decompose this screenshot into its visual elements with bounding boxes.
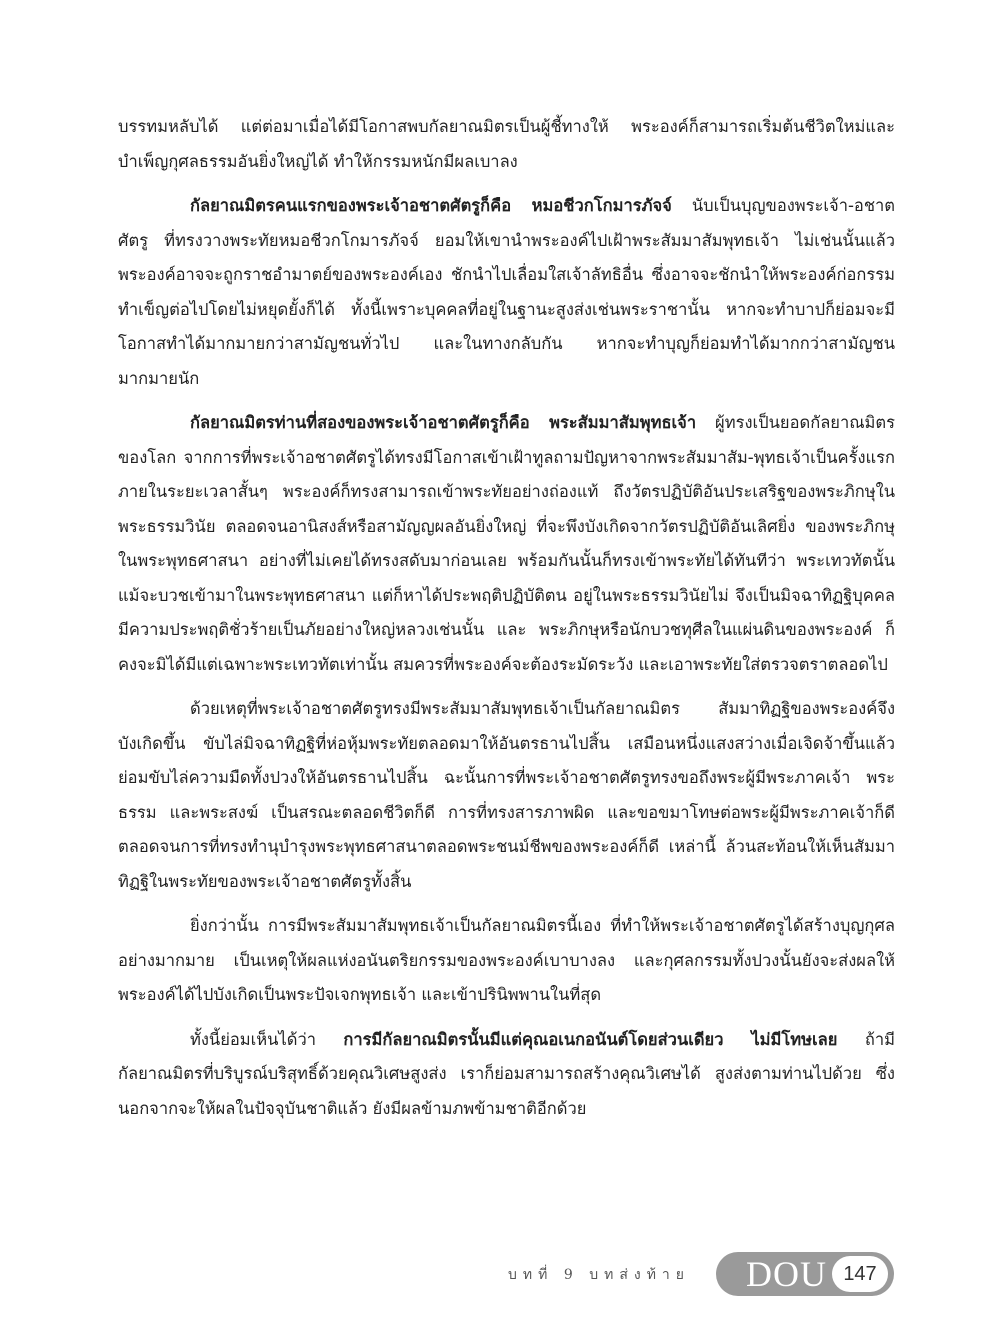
paragraph-4-text: ด้วยเหตุที่พระเจ้าอชาตศัตรูทรงมีพระสัมมาสัมพุทธเจ้าเป็นกัลยาณมิตร สัมมาทิฏฐิของพระองค์จึงบังเกิดขึ้น ขับไล่มิจฉาทิฏฐิที่ห่อหุ้มพระทัยตลอดมาให้อันตรธานไปสิ้น เสมือนหนึ่งแสงสว่างเมื่อเจิดจ้าขึ้นแล้ว ย่อมขับไล่ความมืดทั้งปวงให้อันตรธานไปสิ้น ฉะนั้นการที่พระเจ้าอชาตศัตรูทรงขอถึงพระผู้มีพระภาคเจ้า พระธรรม และพระสงฆ์ เป็นสรณะตลอดชีวิตก็ดี การที่ทรงสารภาพผิด และขอขมาโทษต่อพระผู้มีพระภาคเจ้าก็ดี ตลอดจนการที่ทรงทำนุบำรุงพระพุทธศาสนาตลอดพระชนม์ชีพของพระองค์ก็ดี เหล่านี้ ล้วนสะท้อนให้เห็นสัมมาทิฏฐิในพระทัยของพระเจ้าอชาตศัตรูทั้งสิ้น (118, 699, 895, 891)
paragraph-6 (118, 1023, 895, 1127)
paragraph-2-heading: กัลยาณมิตรคนแรกของพระเจ้าอชาตศัตรูก็คือ หมอชีวกโกมารภัจจ์ (190, 196, 672, 215)
paragraph-1 (118, 110, 895, 179)
paragraph-2 (118, 189, 895, 396)
document-body (118, 110, 895, 1136)
dou-logo: DOU (746, 1254, 827, 1294)
paragraph-5 (118, 909, 895, 1013)
paragraph-3 (118, 406, 895, 682)
paragraph-3-heading: กัลยาณมิตรท่านที่สองของพระเจ้าอชาตศัตรูก็คือ พระสัมมาสัมพุทธเจ้า (190, 413, 697, 432)
paragraph-6-text: ถ้ามีกัลยาณมิตรที่บริบูรณ์บริสุทธิ์ด้วยคุณวิเศษสูงส่ง เราก็ย่อมสามารถสร้างคุณวิเศษได้ สูงส่งตามท่านไปด้วย ซึ่งนอกจากจะให้ผลในปัจจุบันชาติแล้ว ยังมีผลข้ามภพข้ามชาติอีกด้วย (118, 1029, 895, 1118)
paragraph-4 (118, 692, 895, 899)
paragraph-1-text: บรรทมหลับได้ แต่ต่อมาเมื่อได้มีโอกาสพบกัลยาณมิตรเป็นผู้ชี้ทางให้ พระองค์ก็สามารถเริ่มต้นชีวิตใหม่และบำเพ็ญกุศลธรรมอันยิ่งใหญ่ได้ ทำให้กรรมหนักมีผลเบาลง (118, 117, 895, 171)
paragraph-6-emphasis: การมีกัลยาณมิตรนั้นมีแต่คุณอเนกอนันต์โดยส่วนเดียว ไม่มีโทษเลย (343, 1029, 838, 1049)
paragraph-3-text: ผู้ทรงเป็นยอดกัลยาณมิตรของโลก จากการที่พระเจ้าอชาตศัตรูได้ทรงมีโอกาสเข้าเฝ้าทูลถามปัญหาจากพระสัมมาสัม-พุทธเจ้าเป็นครั้งแรก ภายในระยะเวลาสั้นๆ พระองค์ก็ทรงสามารถเข้าพระทัยอย่างถ่องแท้ ถึงวัตรปฏิบัติอันประเสริฐของพระภิกษุในพระธรรมวินัย ตลอดจนอานิสงส์หรือสามัญญผลอันยิ่งใหญ่ ที่จะพึงบังเกิดจากวัตรปฏิบัติอันเลิศยิ่ง ของพระภิกษุในพระพุทธศาสนา อย่างที่ไม่เคยได้ทรงสดับมาก่อนเลย พร้อมกันนั้นก็ทรงเข้าพระทัยได้ทันทีว่า พระเทวทัตนั้นแม้จะบวชเข้ามาในพระพุทธศาสนา แต่ก็หาได้ประพฤติปฏิบัติตน อยู่ในพระธรรมวินัยไม่ จึงเป็นมิจฉาทิฏฐิบุคคล มีความประพฤติชั่วร้ายเป็นภัยอย่างใหญ่หลวงเช่นนั้น และ พระภิกษุหรือนักบวชทุศีลในแผ่นดินของพระองค์ ก็คงจะมิได้มีแต่เฉพาะพระเทวทัตเท่านั้น สมควรที่พระองค์จะต้องระมัดระวัง และเอาพระทัยใส่ตรวจตราตลอดไป (118, 413, 895, 674)
page-badge (716, 1252, 894, 1296)
page-footer (0, 1250, 1000, 1300)
paragraph-2-text: นับเป็นบุญของพระเจ้า-อชาตศัตรู ที่ทรงวางพระทัยหมอชีวกโกมารภัจจ์ ยอมให้เขานำพระองค์ไปเฝ้าพระสัมมาสัมพุทธเจ้า ไม่เช่นนั้นแล้ว พระองค์อาจจะถูกราชอำมาตย์ของพระองค์เอง ชักนำไปเลื่อมใสเจ้าลัทธิอื่น ซึ่งอาจจะชักนำให้พระองค์ก่อกรรมทำเข็ญต่อไปโดยไม่หยุดยั้งก็ได้ ทั้งนี้เพราะบุคคลที่อยู่ในฐานะสูงส่งเช่นพระราชานั้น หากจะทำบาปก็ย่อมจะมีโอกาสทำได้มากมายกว่าสามัญชนทั่วไป และในทางกลับกัน หากจะทำบุญก็ย่อมทำได้มากกว่าสามัญชนมากมายนัก (118, 196, 896, 388)
chapter-title: บทที่ 9 บทส่งท้าย (508, 1267, 690, 1283)
paragraph-6-lead: ทั้งนี้ย่อมเห็นได้ว่า (190, 1029, 344, 1049)
paragraph-5-text: ยิ่งกว่านั้น การมีพระสัมมาสัมพุทธเจ้าเป็นกัลยาณมิตรนี้เอง ที่ทำให้พระเจ้าอชาตศัตรูได้สร้างบุญกุศลอย่างมากมาย เป็นเหตุให้ผลแห่งอนันตริยกรรมของพระองค์เบาบางลง และกุศลกรรมทั้งปวงนั้นยังจะส่งผลให้พระองค์ได้ไปบังเกิดเป็นพระปัจเจกพุทธเจ้า และเข้าปรินิพพานในที่สุด (118, 916, 895, 1004)
page-number: 147 (832, 1256, 888, 1292)
